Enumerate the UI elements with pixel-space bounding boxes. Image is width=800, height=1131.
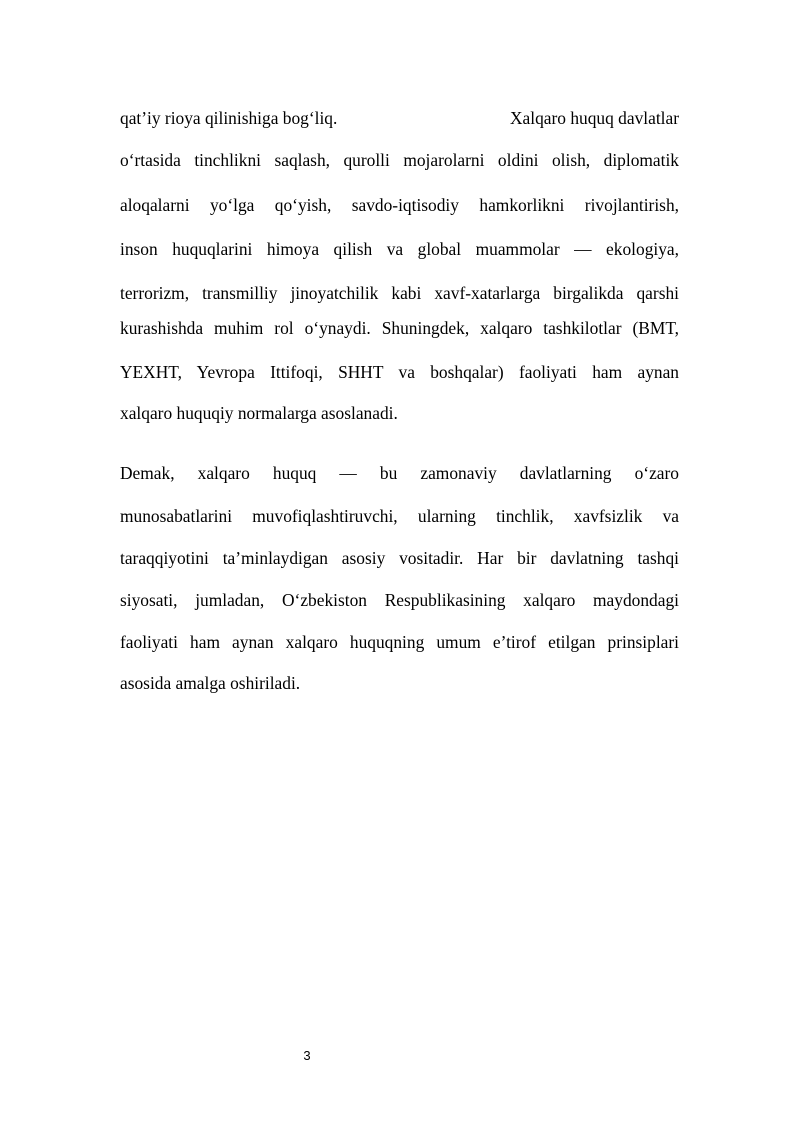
text-fragment: qat’iy rioya qilinishiga bog‘liq.: [120, 108, 338, 128]
text-line: asosida amalga oshiriladi.: [120, 673, 301, 693]
text-line: siyosati, jumladan, O‘zbekiston Respublikasining xalqaro maydondagi: [120, 590, 679, 610]
text-line: [120, 108, 679, 128]
text-line: kurashishda muhim rol o‘ynaydi. Shuningdek, xalqaro tashkilotlar (BMT,: [120, 318, 679, 338]
page-number: 3: [303, 1048, 311, 1063]
text-line: terrorizm, transmilliy jinoyatchilik kabi xavf-xatarlarga birgalikda qarshi: [120, 283, 679, 303]
text-line: xalqaro huquqiy normalarga asoslanadi.: [120, 403, 398, 423]
text-line: Demak, xalqaro huquq — bu zamonaviy davlatlarning o‘zaro: [120, 463, 679, 483]
text-line: faoliyati ham aynan xalqaro huquqning umum e’tirof etilgan prinsiplari: [120, 632, 679, 652]
text-line: aloqalarni yo‘lga qo‘yish, savdo-iqtisodiy hamkorlikni rivojlantirish,: [120, 195, 679, 215]
text-line: inson huquqlarini himoya qilish va global muammolar — ekologiya,: [120, 239, 679, 259]
text-line: YEXHT, Yevropa Ittifoqi, SHHT va boshqalar) faoliyati ham aynan: [120, 362, 679, 382]
text-line: taraqqiyotini ta’minlaydigan asosiy vositadir. Har bir davlatning tashqi: [120, 548, 679, 568]
text-line: o‘rtasida tinchlikni saqlash, qurolli mojarolarni oldini olish, diplomatik: [120, 150, 679, 170]
text-fragment: Xalqaro huquq davlatlar: [509, 108, 679, 128]
text-line: munosabatlarini muvofiqlashtiruvchi, ularning tinchlik, xavfsizlik va: [120, 506, 679, 526]
